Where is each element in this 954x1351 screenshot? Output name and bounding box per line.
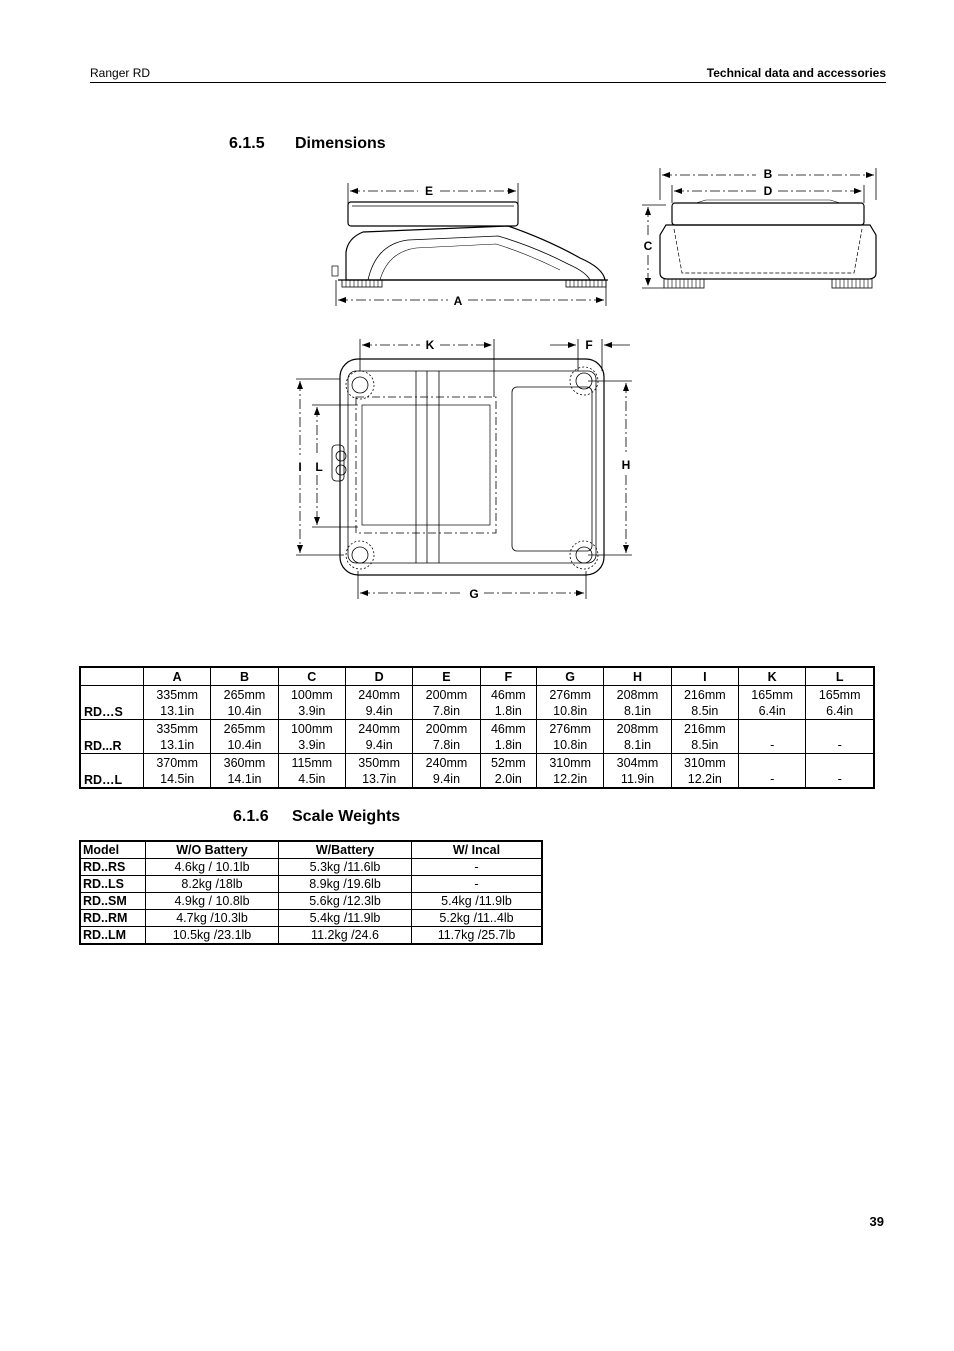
table-row bbox=[80, 720, 874, 754]
dimension-in: 8.1in bbox=[623, 737, 652, 752]
header-cell: G bbox=[537, 667, 604, 686]
dimension-in: - bbox=[837, 771, 842, 786]
header-cell: E bbox=[413, 667, 480, 686]
dimension-mm: 165mm bbox=[751, 687, 793, 702]
dimension-cell bbox=[413, 720, 480, 754]
header-cell: H bbox=[604, 667, 671, 686]
header-cell bbox=[80, 667, 144, 686]
dimension-mm: 276mm bbox=[549, 687, 591, 702]
model-cell: RD…S bbox=[80, 686, 144, 720]
weight-cell: 5.2kg /11..4lb bbox=[412, 910, 543, 927]
weight-cell: - bbox=[412, 859, 543, 876]
dim-label-i: I bbox=[298, 460, 302, 474]
header-cell: W/Battery bbox=[279, 841, 412, 859]
section-number: 6.1.5 bbox=[229, 135, 265, 152]
weight-cell: 4.7kg /10.3lb bbox=[146, 910, 279, 927]
table-row bbox=[80, 927, 542, 945]
dimension-mm: 335mm bbox=[156, 721, 198, 736]
dim-label-c: C bbox=[643, 239, 653, 253]
weight-cell: 4.9kg / 10.8lb bbox=[146, 893, 279, 910]
dimension-in: 13.1in bbox=[160, 737, 195, 752]
dimension-mm bbox=[806, 755, 873, 771]
header-cell: K bbox=[738, 667, 805, 686]
dimension-cell bbox=[211, 754, 278, 789]
dimension-in: 10.4in bbox=[227, 703, 262, 718]
dimension-cell bbox=[278, 686, 345, 720]
dimension-in: 1.8in bbox=[494, 703, 522, 718]
dimension-mm bbox=[806, 721, 873, 737]
section-title: Scale Weights bbox=[292, 808, 401, 825]
dimension-mm: 240mm bbox=[358, 721, 400, 736]
dimension-cell bbox=[211, 686, 278, 720]
front-view-figure bbox=[636, 165, 886, 295]
model-cell: RD..LS bbox=[80, 876, 146, 893]
dimension-mm: 100mm bbox=[290, 687, 333, 702]
header-cell: L bbox=[806, 667, 874, 686]
dimension-cell bbox=[278, 754, 345, 789]
header-cell: I bbox=[671, 667, 738, 686]
dimension-cell bbox=[278, 720, 345, 754]
dim-label-l: L bbox=[315, 460, 323, 474]
dimension-in: 14.5in bbox=[160, 771, 195, 786]
dimension-mm: 208mm bbox=[616, 687, 659, 702]
header-cell: D bbox=[345, 667, 412, 686]
dimension-in: 10.8in bbox=[553, 703, 588, 718]
dimension-cell bbox=[806, 754, 874, 789]
dimension-mm bbox=[739, 721, 805, 737]
dimension-cell bbox=[671, 686, 738, 720]
weight-cell: - bbox=[412, 876, 543, 893]
dimension-in: 8.5in bbox=[691, 703, 719, 718]
dimension-cell bbox=[806, 720, 874, 754]
dimension-in: 11.9in bbox=[620, 771, 655, 786]
model-cell: RD..RS bbox=[80, 859, 146, 876]
header-cell: B bbox=[211, 667, 278, 686]
dimension-in: 10.4in bbox=[227, 737, 262, 752]
dimension-in: 4.5in bbox=[298, 771, 326, 786]
dimension-cell bbox=[604, 754, 671, 789]
weight-cell: 5.3kg /11.6lb bbox=[279, 859, 412, 876]
dimension-mm: 200mm bbox=[425, 687, 468, 702]
header-cell: W/ Incal bbox=[412, 841, 543, 859]
dimensions-table bbox=[79, 666, 875, 789]
dimension-cell bbox=[144, 686, 211, 720]
side-view-figure bbox=[328, 180, 618, 310]
header-cell: Model bbox=[80, 841, 146, 859]
section-number: 6.1.6 bbox=[233, 808, 269, 825]
dimension-cell bbox=[413, 686, 480, 720]
dimension-mm: 350mm bbox=[358, 755, 400, 770]
dimension-cell bbox=[537, 754, 604, 789]
dimension-cell bbox=[144, 754, 211, 789]
weight-cell: 8.2kg /18lb bbox=[146, 876, 279, 893]
table-row bbox=[80, 859, 542, 876]
table-row bbox=[80, 910, 542, 927]
weight-cell: 11.7kg /25.7lb bbox=[412, 927, 543, 945]
dimension-cell bbox=[671, 754, 738, 789]
dimension-mm: 370mm bbox=[156, 755, 198, 770]
dimension-cell bbox=[806, 686, 874, 720]
dimension-mm: 208mm bbox=[616, 721, 659, 736]
header-section: Technical data and accessories bbox=[706, 66, 886, 80]
dimension-mm: 310mm bbox=[683, 755, 726, 770]
weight-cell: 5.4kg /11.9lb bbox=[279, 910, 412, 927]
header-rule bbox=[90, 82, 886, 83]
dimension-cell bbox=[345, 686, 412, 720]
dimension-in: 12.2in bbox=[553, 771, 588, 786]
weight-cell: 8.9kg /19.6lb bbox=[279, 876, 412, 893]
dim-label-k: K bbox=[425, 338, 435, 352]
weight-cell: 11.2kg /24.6 bbox=[279, 927, 412, 945]
model-cell: RD..LM bbox=[80, 927, 146, 945]
model-cell: RD...R bbox=[80, 720, 144, 754]
dimension-cell bbox=[604, 720, 671, 754]
dim-label-e: E bbox=[424, 184, 434, 198]
dimension-cell bbox=[738, 754, 805, 789]
table-row bbox=[80, 876, 542, 893]
dimension-in: 13.7in bbox=[362, 771, 397, 786]
dimension-in: 2.0in bbox=[494, 771, 522, 786]
weights-header-row bbox=[80, 841, 542, 859]
header-cell: C bbox=[278, 667, 345, 686]
dimension-mm: 46mm bbox=[490, 721, 526, 736]
dimension-in: 3.9in bbox=[298, 737, 326, 752]
dimension-cell bbox=[738, 686, 805, 720]
page-number: 39 bbox=[869, 1214, 884, 1229]
dimension-in: 6.4in bbox=[758, 703, 786, 718]
dimension-mm: 52mm bbox=[490, 755, 526, 770]
dimension-mm: 115mm bbox=[291, 755, 333, 770]
dimension-in: 8.1in bbox=[623, 703, 652, 718]
dimension-in: 8.5in bbox=[691, 737, 719, 752]
dimension-cell bbox=[345, 720, 412, 754]
dimension-in: 3.9in bbox=[298, 703, 326, 718]
dimension-mm: 200mm bbox=[425, 721, 468, 736]
dimension-cell bbox=[604, 686, 671, 720]
weight-cell: 4.6kg / 10.1lb bbox=[146, 859, 279, 876]
dimension-in: 9.4in bbox=[365, 737, 393, 752]
weight-cell: 5.4kg /11.9lb bbox=[412, 893, 543, 910]
header-cell: W/O Battery bbox=[146, 841, 279, 859]
dim-label-d: D bbox=[763, 184, 773, 198]
dimension-mm bbox=[739, 755, 805, 771]
dimension-mm: 304mm bbox=[616, 755, 659, 770]
dimension-in: 14.1in bbox=[227, 771, 262, 786]
table-row bbox=[80, 893, 542, 910]
section-dimensions-heading bbox=[229, 135, 386, 153]
dimension-mm: 46mm bbox=[490, 687, 526, 702]
dimension-cell bbox=[345, 754, 412, 789]
dimension-mm: 100mm bbox=[290, 721, 333, 736]
weight-cell: 5.6kg /12.3lb bbox=[279, 893, 412, 910]
dim-label-g: G bbox=[469, 587, 479, 601]
dimension-cell bbox=[480, 720, 536, 754]
dimension-cell bbox=[480, 686, 536, 720]
dim-label-a: A bbox=[453, 294, 463, 308]
dim-label-b: B bbox=[763, 167, 773, 181]
dimension-mm: 216mm bbox=[683, 687, 726, 702]
dimension-in: 6.4in bbox=[826, 703, 854, 718]
dimension-mm: 216mm bbox=[683, 721, 726, 736]
dimension-cell bbox=[671, 720, 738, 754]
weight-cell: 10.5kg /23.1lb bbox=[146, 927, 279, 945]
dimension-mm: 360mm bbox=[223, 755, 266, 770]
dimension-in: 10.8in bbox=[553, 737, 588, 752]
dimension-in: 7.8in bbox=[432, 703, 461, 718]
dim-label-f: F bbox=[585, 338, 593, 352]
dimension-in: 12.2in bbox=[687, 771, 722, 786]
table-row bbox=[80, 686, 874, 720]
dim-label-h: H bbox=[621, 458, 631, 472]
model-cell: RD…L bbox=[80, 754, 144, 789]
model-cell: RD..SM bbox=[80, 893, 146, 910]
dimension-mm: 265mm bbox=[223, 721, 266, 736]
dimension-mm: 276mm bbox=[549, 721, 591, 736]
dimension-cell bbox=[738, 720, 805, 754]
header-cell: F bbox=[480, 667, 536, 686]
dimension-in: 1.8in bbox=[494, 737, 522, 752]
dimension-mm: 310mm bbox=[549, 755, 591, 770]
dimension-in: 9.4in bbox=[432, 771, 461, 786]
dimension-in: 9.4in bbox=[365, 703, 393, 718]
dimension-cell bbox=[537, 720, 604, 754]
top-view-figure bbox=[292, 335, 642, 610]
dimension-cell bbox=[413, 754, 480, 789]
section-title: Dimensions bbox=[295, 135, 386, 152]
dimension-cell bbox=[480, 754, 536, 789]
dimensions-header-row bbox=[80, 667, 874, 686]
weights-table bbox=[79, 840, 543, 945]
dimension-cell bbox=[211, 720, 278, 754]
dimension-mm: 335mm bbox=[156, 687, 198, 702]
dimension-mm: 165mm bbox=[818, 687, 861, 702]
header-cell: A bbox=[144, 667, 211, 686]
model-cell: RD..RM bbox=[80, 910, 146, 927]
dimension-mm: 265mm bbox=[223, 687, 266, 702]
section-weights-heading bbox=[233, 808, 400, 826]
dimension-cell bbox=[537, 686, 604, 720]
dimension-mm: 240mm bbox=[425, 755, 468, 770]
header-title: Ranger RD bbox=[90, 66, 151, 80]
dimension-in: - bbox=[837, 737, 842, 752]
dimension-in: - bbox=[770, 737, 775, 752]
dimension-in: - bbox=[770, 771, 775, 786]
dimension-cell bbox=[144, 720, 211, 754]
dimension-mm: 240mm bbox=[358, 687, 400, 702]
table-row bbox=[80, 754, 874, 789]
dimension-in: 13.1in bbox=[160, 703, 195, 718]
dimension-in: 7.8in bbox=[432, 737, 461, 752]
